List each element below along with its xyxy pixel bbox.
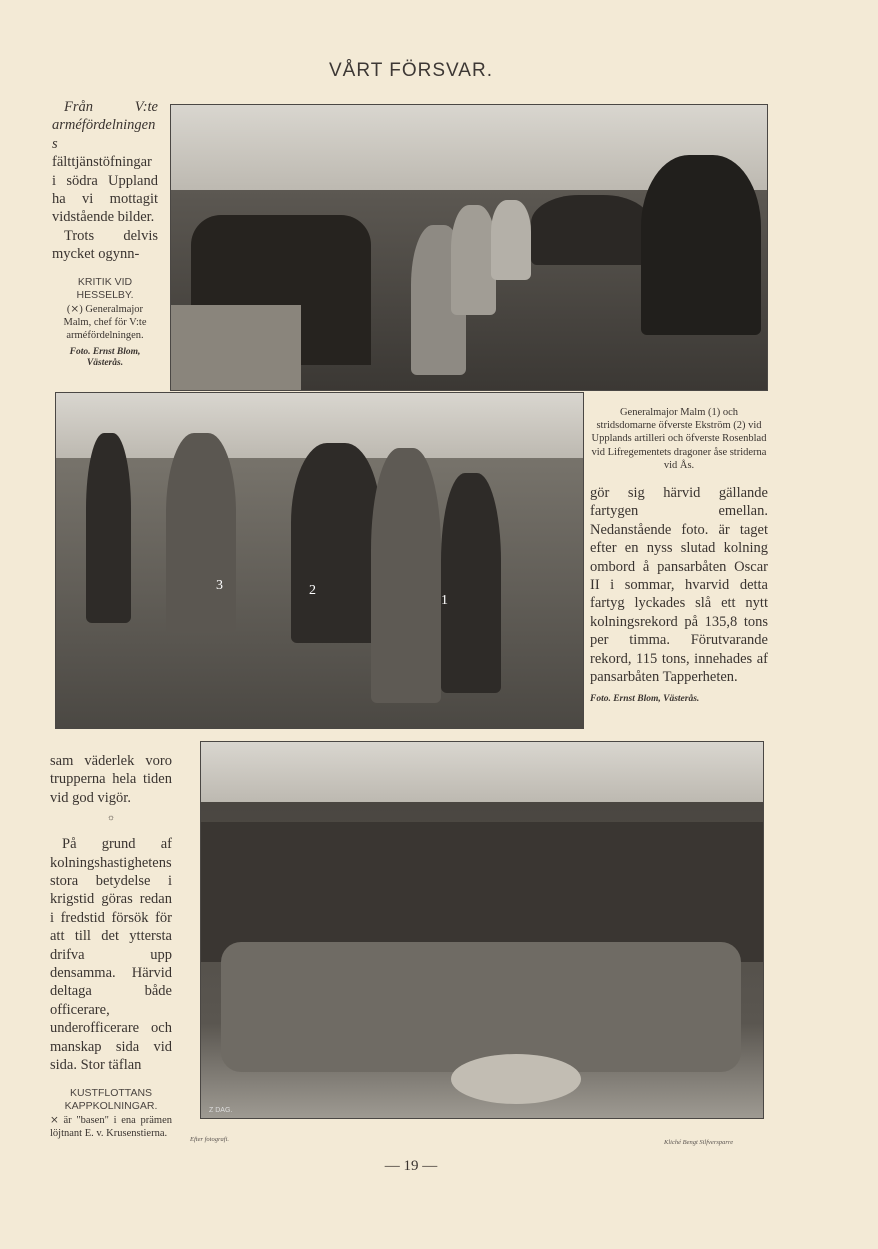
- caption3-title: KUSTFLOTTANS KAPPKOLNINGAR.: [64, 1086, 158, 1112]
- separator-ornament: ☼: [106, 812, 116, 823]
- left-col2-para1: sam väderlek voro trupperna hela tiden vid god vigör.: [50, 753, 172, 806]
- photo-credit-left: Efter fotografi.: [190, 1136, 229, 1143]
- photo3-label: Z DAG.: [209, 1107, 233, 1114]
- page-number: — 19 —: [384, 1158, 438, 1174]
- left-col2-para2: På grund af kolningshastighetens stora betydelse i krigstid göras redan i fredstid försök för att till det yttersta drifva upp densamma. Härvid deltaga både officerare, underofficerare och manskap sida vid sida. Stor täflan: [50, 836, 172, 1074]
- right-column-credit: Foto. Ernst Blom, Västerås.: [590, 694, 700, 705]
- caption3-text: ⨯ är "basen" i ena prämen löjtnant E. v. Krusenstierna.: [50, 1114, 172, 1139]
- intro-body: fälttjänstöfningar i södra Uppland ha vi mottagit vidstående bilder.: [52, 154, 158, 226]
- caption1-text: (⨯) Generalmajor Malm, chef för V:te arméfördelningen.: [63, 303, 147, 342]
- intro-column: [52, 98, 158, 369]
- photo-credit-right: Kliché Bengt Silfversparre: [664, 1139, 734, 1146]
- right-column-text: gör sig härvid gällande fartygen emellan. Nedanstående foto. är taget efter en nyss slutad kolning ombord å pansarbåten Oscar II i sommar, hvarvid detta fartyg lyckades slå ett nytt kolningsrekord på 135,8 tons per timma. Förutvarande rekord, 115 tons, innehades af pansarbåten Tapperheten.: [590, 485, 768, 686]
- left-column-2-text: [50, 752, 172, 1075]
- photo-kritik-vid-hesselby: [170, 104, 768, 391]
- caption-photo-3: [50, 1087, 172, 1140]
- caption1-credit: Foto. Ernst Blom, Västerås.: [69, 347, 141, 369]
- photo-label-2: 2: [309, 583, 316, 598]
- photo-generalmajor-malm: [55, 392, 584, 729]
- photo-label-3: 3: [216, 578, 223, 593]
- photo-label-1: 1: [441, 593, 448, 608]
- photo-kustflottans-kappkolningar: [200, 741, 764, 1119]
- page-title: VÅRT FÖRSVAR.: [329, 60, 493, 81]
- caption-photo-1: [52, 276, 158, 370]
- intro-lead: Från V:te arméfördelningens: [52, 99, 158, 152]
- caption1-title: KRITIK VID HESSELBY.: [76, 275, 134, 302]
- intro-body-2: Trots delvis mycket ogynn-: [52, 227, 158, 263]
- right-column: [590, 406, 768, 705]
- caption-photo-2: Generalmajor Malm (1) och stridsdomarne öfverste Ekström (2) vid Upplands artilleri och öfverste Rosenblad vid Lifregementets dragoner åse striderna vid Ås.: [591, 407, 767, 471]
- intro-text: [52, 98, 158, 264]
- left-column-2: [50, 752, 172, 1140]
